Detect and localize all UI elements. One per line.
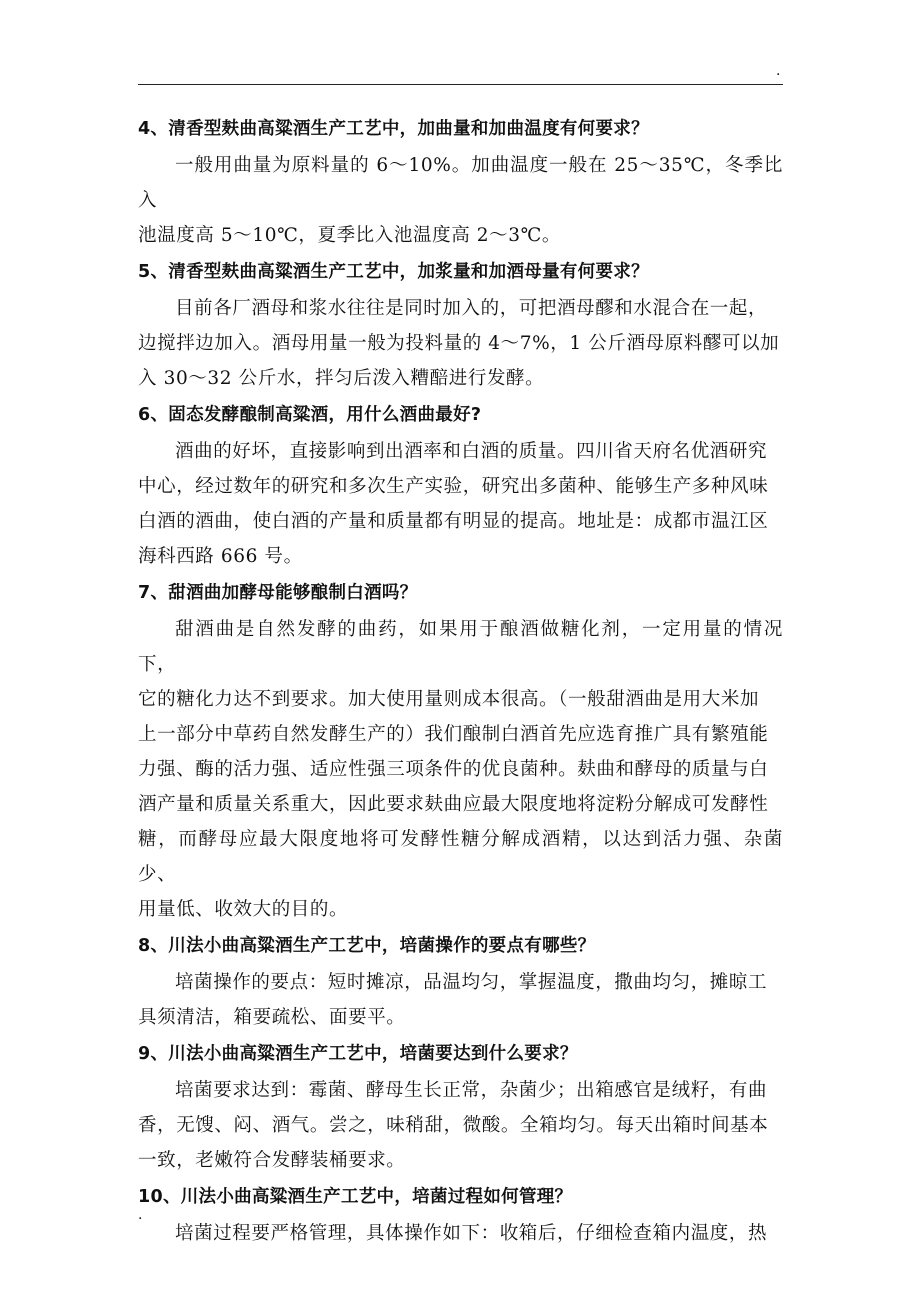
answer-line: 它的糖化力达不到要求。加大使用量则成本很高。（一般甜酒曲是用大米加	[138, 689, 760, 710]
answer-line: 力强、酶的活力强、适应性强三项条件的优良菌种。麸曲和酵母的质量与白	[138, 759, 769, 780]
answer-line: 池温度高 5～10℃，夏季比入池温度高 2～3℃。	[138, 225, 562, 246]
answer-line: 酒曲的好坏，直接影响到出酒率和白酒的质量。四川省天府名优酒研究	[175, 441, 768, 462]
answer-line: 培菌要求达到：霉菌、酵母生长正常，杂菌少；出箱感官是绒籽，有曲	[175, 1080, 768, 1101]
answer-4	[138, 148, 783, 253]
question-5: 5、清香型麸曲高粱酒生产工艺中，加浆量和加酒母量有何要求？	[138, 262, 649, 282]
answer-line: 培菌操作的要点：短时摊凉，品温均匀，掌握温度，撒曲均匀，摊晾工	[175, 972, 768, 993]
document-body	[138, 110, 783, 1251]
answer-line: 边搅拌边加入。酒母用量一般为投料量的 4～7%，1 公斤酒母原料醪可以加	[138, 333, 780, 354]
footer-mark: .	[138, 1207, 143, 1223]
answer-line: 入 30～32 公斤水，拌匀后泼入糟醅进行发酵。	[138, 368, 545, 389]
answer-line: 培菌过程要严格管理，具体操作如下：收箱后，仔细检查箱内温度，热	[175, 1223, 768, 1244]
answer-line: 上一部分中草药自然发酵生产的）我们酿制白酒首先应选育推广具有繁殖能	[138, 724, 769, 745]
answer-line: 具须清洁，箱要疏松、面要平。	[138, 1007, 406, 1028]
answer-9	[138, 1073, 783, 1178]
answer-line: 用量低、收效大的目的。	[138, 899, 349, 920]
answer-5	[138, 291, 783, 396]
answer-6	[138, 434, 783, 574]
question-8: 8、川法小曲高粱酒生产工艺中，培菌操作的要点有哪些？	[138, 936, 596, 956]
question-10: 10、川法小曲高粱酒生产工艺中，培菌过程如何管理？	[138, 1187, 573, 1207]
header-rule	[138, 84, 783, 85]
question-9: 9、川法小曲高粱酒生产工艺中，培菌要达到什么要求？	[138, 1044, 578, 1064]
answer-10	[138, 1216, 783, 1251]
answer-line: 目前各厂酒母和浆水往往是同时加入的，可把酒母醪和水混合在一起，	[175, 298, 768, 319]
answer-line: 甜酒曲是自然发酵的曲药，如果用于酿酒做糖化剂，一定用量的情况下，	[138, 619, 783, 675]
answer-7	[138, 612, 783, 927]
answer-line: 香，无馊、闷、酒气。尝之，味稍甜，微酸。全箱均匀。每天出箱时间基本	[138, 1115, 769, 1136]
answer-line: 中心，经过数年的研究和多次生产实验，研究出多菌种、能够生产多种风味	[138, 476, 769, 497]
question-7: 7、甜酒曲加酵母能够酿制白酒吗？	[138, 583, 418, 603]
answer-line: 酒产量和质量关系重大，因此要求麸曲应最大限度地将淀粉分解成可发酵性	[138, 794, 769, 815]
header-mark: .	[776, 63, 781, 79]
answer-line: 海科西路 666 号。	[138, 546, 303, 567]
answer-line: 糖，而酵母应最大限度地将可发酵性糖分解成酒精，以达到活力强、杂菌少、	[138, 829, 783, 885]
question-4: 4、清香型麸曲高粱酒生产工艺中，加曲量和加曲温度有何要求？	[138, 119, 649, 139]
question-6: 6、固态发酵酿制高粱酒，用什么酒曲最好?	[138, 405, 482, 425]
answer-line: 一般用曲量为原料量的 6～10%。加曲温度一般在 25～35℃，冬季比入	[138, 155, 783, 211]
answer-8	[138, 965, 783, 1035]
answer-line: 一致，老嫩符合发酵装桶要求。	[138, 1150, 406, 1171]
answer-line: 白酒的酒曲，使白酒的产量和质量都有明显的提高。地址是：成都市温江区	[138, 511, 769, 532]
